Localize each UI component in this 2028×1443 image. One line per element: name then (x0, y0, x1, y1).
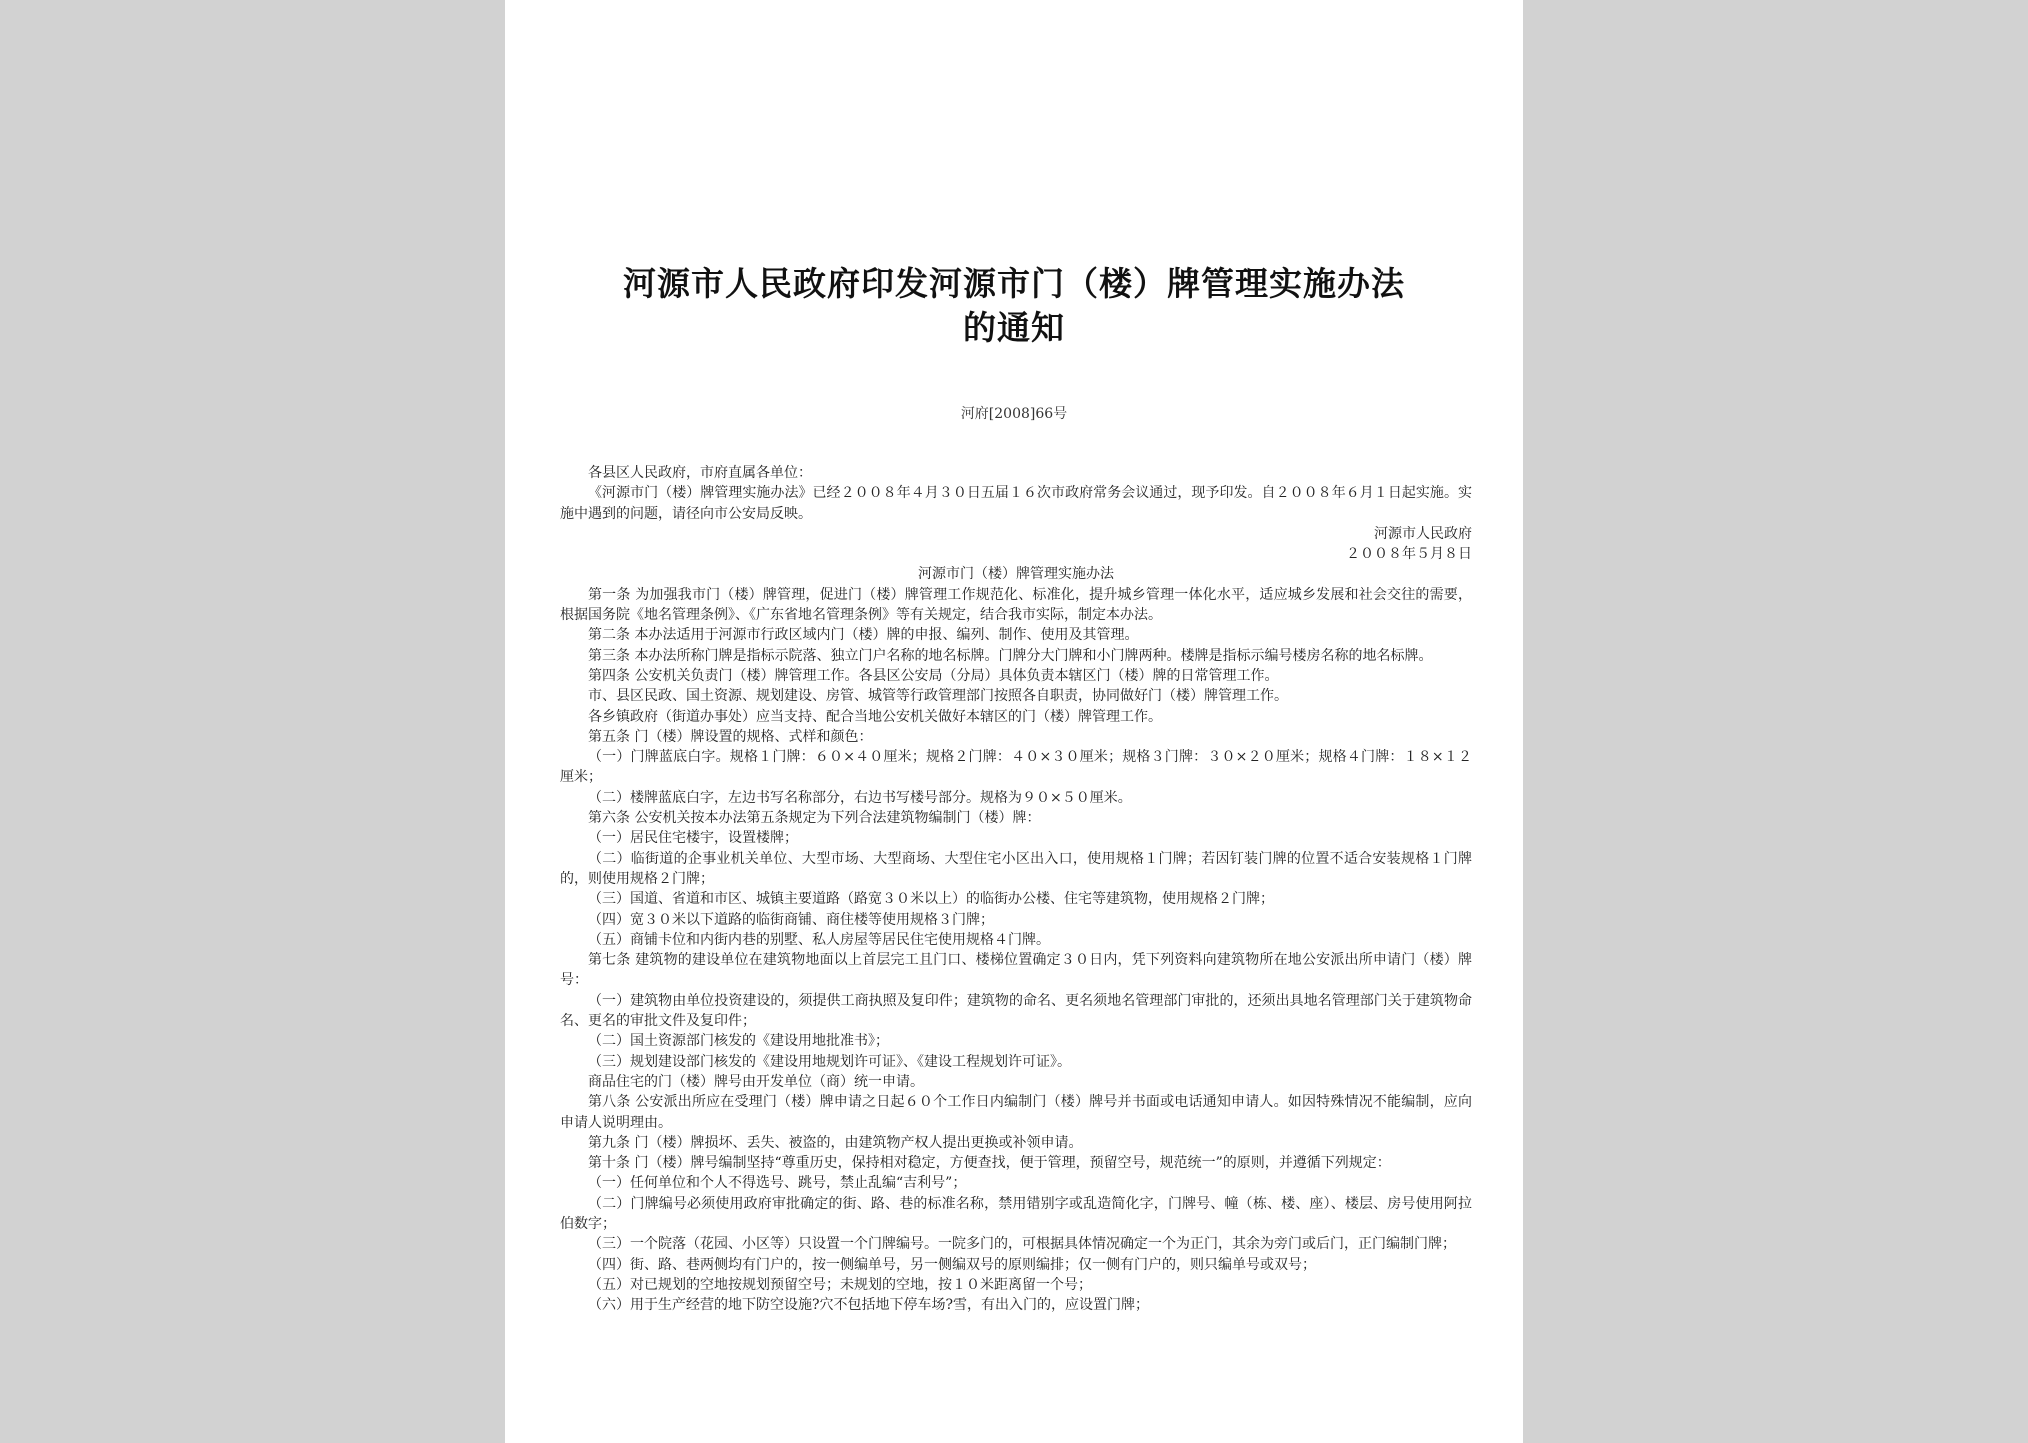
article: （二）门牌编号必须使用政府审批确定的街、路、巷的标准名称，禁用错别字或乱造简化字，门牌号、幢（栋、楼、座）、楼层、房号使用阿拉伯数字； (560, 1195, 1472, 1232)
article: 商品住宅的门（楼）牌号由开发单位（商）统一申请。 (588, 1073, 924, 1090)
article: 第二条 本办法适用于河源市行政区域内门（楼）牌的申报、编列、制作、使用及其管理。 (588, 627, 1139, 644)
article: 市、县区民政、国土资源、规划建设、房管、城管等行政管理部门按照各自职责，协同做好门（楼）牌管理工作。 (588, 688, 1288, 705)
document-number: 河府[2008]66号 (960, 406, 1068, 422)
article: 各乡镇政府（街道办事处）应当支持、配合当地公安机关做好本辖区的门（楼）牌管理工作。 (588, 708, 1162, 725)
article: （五）商铺卡位和内街内巷的别墅、私人房屋等居民住宅使用规格４门牌。 (588, 931, 1050, 948)
article: （四）街、路、巷两侧均有门户的，按一侧编单号，另一侧编双号的原则编排；仅一侧有门户的，则只编单号或双号； (588, 1256, 1316, 1273)
article: （一）居民住宅楼宇，设置楼牌； (588, 830, 798, 847)
document-body (560, 463, 1472, 1315)
article: （一）门牌蓝底白字。规格１门牌：６０×４０厘米；规格２门牌：４０×３０厘米；规格３门牌：３０×２０厘米；规格４门牌：１８×１２厘米； (560, 749, 1472, 786)
article: （二）国土资源部门核发的《建设用地批准书》； (588, 1033, 889, 1050)
article: 第六条 公安机关按本办法第五条规定为下列合法建筑物编制门（楼）牌： (588, 810, 1041, 827)
article: （三）规划建设部门核发的《建设用地规划许可证》、《建设工程规划许可证》。 (588, 1053, 1071, 1070)
signature: 河源市人民政府 (1374, 525, 1472, 542)
article: 第五条 门（楼）牌设置的规格、式样和颜色： (588, 728, 873, 745)
article: （一）任何单位和个人不得选号、跳号，禁止乱编“吉利号”； (588, 1175, 967, 1192)
article: 第一条 为加强我市门（楼）牌管理，促进门（楼）牌管理工作规范化、标准化，提升城乡管理一体化水平，适应城乡发展和社会交往的需要，根据国务院《地名管理条例》、《广东省地名管理条例》等有关规定，结合我市实际，制定本办法。 (560, 586, 1472, 624)
document-page (505, 0, 1523, 1443)
article: 第七条 建筑物的建设单位在建筑物地面以上首层完工且门口、楼梯位置确定３０日内，凭下列资料向建筑物所在地公安派出所申请门（楼）牌号： (560, 952, 1472, 989)
article: （五）对已规划的空地按规划预留空号；未规划的空地，按１０米距离留一个号； (588, 1276, 1092, 1293)
article: 第四条 公安机关负责门（楼）牌管理工作。各县区公安局（分局）具体负责本辖区门（楼）牌的日常管理工作。 (588, 667, 1279, 684)
article: （三）国道、省道和市区、城镇主要道路（路宽３０米以上）的临街办公楼、住宅等建筑物，使用规格２门牌； (588, 891, 1274, 908)
article: （二）楼牌蓝底白字，左边书写名称部分，右边书写楼号部分。规格为９０×５０厘米。 (588, 789, 1132, 806)
article: 第三条 本办法所称门牌是指标示院落、独立门户名称的地名标牌。门牌分大门牌和小门牌两种。楼牌是指标示编号楼房名称的地名标牌。 (588, 647, 1433, 664)
article: （六）用于生产经营的地下防空设施?穴不包括地下停车场?雪，有出入门的，应设置门牌； (588, 1297, 1150, 1314)
article: （三）一个院落（花园、小区等）只设置一个门牌编号。一院多门的，可根据具体情况确定一个为正门，其余为旁门或后门，正门编制门牌； (588, 1236, 1456, 1253)
article: （四）宽３０米以下道路的临街商铺、商住楼等使用规格３门牌； (588, 911, 994, 928)
article: （一）建筑物由单位投资建设的，须提供工商执照及复印件；建筑物的命名、更名须地名管理部门审批的，还须出具地名管理部门关于建筑物命名、更名的审批文件及复印件； (560, 992, 1472, 1030)
regulation-subtitle: 河源市门（楼）牌管理实施办法 (918, 566, 1114, 583)
document-title (505, 262, 1523, 350)
title-line-1: 河源市人民政府印发河源市门（楼）牌管理实施办法 (623, 264, 1405, 303)
article: 第八条 公安派出所应在受理门（楼）牌申请之日起６０个工作日内编制门（楼）牌号并书面或电话通知申请人。如因特殊情况不能编制，应向申请人说明理由。 (560, 1094, 1472, 1131)
salutation: 各县区人民政府，市府直属各单位： (588, 465, 812, 481)
title-line-2: 的通知 (963, 308, 1065, 347)
issue-date: ２００８年５月８日 (1346, 546, 1472, 563)
article: 第十条 门（楼）牌号编制坚持“尊重历史，保持相对稳定，方便查找，便于管理，预留空号，规范统一”的原则，并遵循下列规定： (588, 1155, 1391, 1172)
intro-paragraph: 《河源市门（楼）牌管理实施办法》已经２００８年４月３０日五届１６次市政府常务会议通过，现予印发。自２００８年６月１日起实施。实施中遇到的问题，请径向市公安局反映。 (560, 485, 1472, 522)
article: 第九条 门（楼）牌损坏、丢失、被盗的，由建筑物产权人提出更换或补领申请。 (588, 1134, 1083, 1151)
article: （二）临街道的企事业机关单位、大型市场、大型商场、大型住宅小区出入口，使用规格１门牌；若因钉装门牌的位置不适合安装规格１门牌的，则使用规格２门牌； (560, 850, 1472, 887)
